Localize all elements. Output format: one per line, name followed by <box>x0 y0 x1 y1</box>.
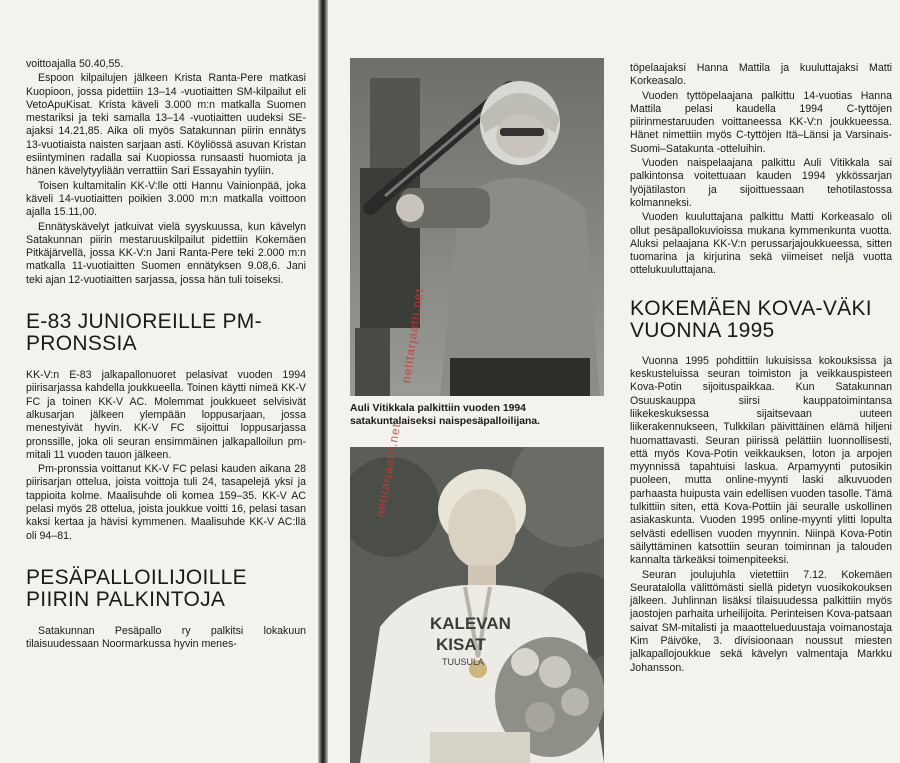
shirt-text-1: KALEVAN <box>430 614 511 633</box>
right-text-column <box>630 62 892 676</box>
shirt-text-3: TUUSULA <box>442 657 485 667</box>
section-heading-e83: E-83 JUNIOREILLE PM-PRONSSIA <box>26 310 262 356</box>
page-gutter <box>318 0 328 763</box>
paragraph: Vuoden naispelaajana palkittu Auli Vitikkala sai palkintonsa voitettuaan kauden 1994 ykkössarjan lyöjätilaston ja sijoittuessaan tehotilastossa kolmanneksi. <box>630 157 892 209</box>
shirt-text-2: KISAT <box>436 635 486 654</box>
paragraph: KK-V:n E-83 jalkapallonuoret pelasivat vuoden 1994 piirisarjassa kahdella joukkueella. Toinen käytti nimeä KK-V FC ja toinen KK-V AC. Molemmat joukkueet selvisivät alkusarjan jälkeen ylempään loppusarjaan, jossa menestyivät hyvin. KK-V FC sijoittui loppusarjassa pronssille, joka oli seuran ensimmäinen jalkapalloilun pm-mitali 11 vuoden tauon jälkeen. <box>26 369 306 461</box>
paragraph: Seuran joulujuhla vietettiin 7.12. Kokemäen Seuratalolla välittömästi siellä pidetyn vuosikokouksen jälkeen. Juhlinnan lisäksi tilaisuudessa palkittiin myös jaostojen parhaita urheilijoita. Perinteisen Kova-patsaan saivat SM-mitalisti ja maaottelueduustaja voimanostaja Kim Päivöke, 3. divisioonaan noussut miesten jalkapallojoukkue sekä kävelyn valmentaja Markku Johansson. <box>630 568 892 674</box>
photo-pesapallo-batter <box>350 58 604 396</box>
right-page <box>328 0 900 763</box>
paragraph: voittoajalla 50.40,55. <box>26 58 124 70</box>
paragraph: Toisen kultamitalin KK-V:lle otti Hannu Vainionpää, joka käveli 14-vuotiaitten poikien 3.000 m:n matkalla voittoon ajalla 15.11,00. <box>26 179 306 219</box>
paragraph: Vuonna 1995 pohdittiin lukuisissa kokouksissa ja keskusteluissa seuran toimiston ja veikkauspisteen Kova-Potin sijoituspaikkaa. Kun Satakunnan Osuuskauppa siirsi kauppatoimintansa liikekeskuksessa sijaitsevaan uuteen liikerakennukseen, Tulkkilan päivittäinen elämä hiljeni huomattavasti. Seuran piirissä pelättiin luonnollisesti, että myös Kova-Potin veikkauksen, loton ja arpojen myynnissä tapahtuisi laskua. Arpamyynti putosikin puoleen, mutta online-myynti laski alkuvuoden parhaasta huipusta vain edellisen vuoden tasolle. Tämä tulkittiin siten, että Kova-Pottiin jäi seuralle uskollinen asiakaskunta. Vuoden 1995 online-myynti ylitti lopulta selvästi edellisen vuoden myynnin. Niinpä Kova-Potin säilyttäminen katsottiin seuran toiminnan ja talouden kannalta tärkeäksi toimenpiteeksi. <box>630 354 892 567</box>
paragraph: Vuoden tyttöpelaajana palkittu 14-vuotias Hanna Mattila pelasi kaudella 1994 C-tyttöjen piirinmestaruuden voittaneessa KK-V:n joukkueessa. Hänet nimettiin myös C-tyttöjen Itä–Länsi ja Varsinais-Suomi–Satakunta -otteluihin. <box>630 89 892 155</box>
watermark-text: netitarjaatti.net <box>373 421 404 519</box>
paragraph: töpelaajaksi Hanna Mattila ja kuuluttajaksi Matti Korkeasalo. <box>630 62 892 88</box>
section-heading-kovavaki: KOKEMÄEN KOVA-VÄKI VUONNA 1995 <box>630 296 872 342</box>
photo-caption: Auli Vitikkala palkittiin vuoden 1994 satakuntalaiseksi naispesäpalloilijana. <box>350 403 541 427</box>
paragraph: Pm-pronssia voittanut KK-V FC pelasi kauden aikana 28 piirisarjan ottelua, joista voittoja tuli 24, tasapelejä yksi ja tappioita kolme. Maalisuhde oli komea 159–35. KK-V AC pelasi myös 28 ottelua, joista joukkue voitti 16, pelasi tasan kaksi kertaa ja hävisi kymmenen. Maalisuhde KK-V AC:llä oli 94–81. <box>26 463 306 542</box>
paragraph: Vuoden kuuluttajana palkittu Matti Korkeasalo oli ollut pesäpallokuvioissa mukana kymmenkunta vuotta. Aluksi pelaajana KK-V:n perussarjajoukkueessa, sitten tuomarina ja kirjurina sekä viimeiset neljä vuotta ottelukuuluttajana. <box>630 211 892 277</box>
left-page <box>0 0 318 763</box>
section-heading-pesapallo: PESÄPALLOILIJOILLE PIIRIN PALKINTOJA <box>26 565 247 611</box>
paragraph: Espoon kilpailujen jälkeen Krista Ranta-Pere matkasi Kuopioon, jossa pidettiin 13–14 -vuotiaitten SM-kilpailut eli VetoApuKisat. Krista käveli 3.000 m:n matkalla Suomen mestariksi ja teki samalla 13–14 -vuotiaitten uudeksi SE-ajaksi 14.21,85. Aika oli myös Satakunnan piirin ennätys 13-vuotiaista naisten sarjaan asti. Köyliössä asuvan Kristan esiintyminen radalla sai Kuopiossa runsaasti huomiota ja hänen kävelytyyliään verrattiin Sari Essayahin tyyliin. <box>26 72 306 178</box>
left-text-column <box>26 58 306 653</box>
watermark-text: netitarjaatti.net <box>399 287 427 384</box>
batter-photo-illustration <box>350 58 604 396</box>
paragraph: Satakunnan Pesäpallo ry palkitsi lokakuun tilaisuudessaan Noormarkussa hyvin menes- <box>26 624 306 651</box>
paragraph: Ennätyskävelyt jatkuivat vielä syyskuussa, kun kävelyn Satakunnan piirin mestaruuskilpailut pidettiin Kokemäen Pitkäjärvellä, jossa KK-V:n Jani Ranta-Pere teki 2.000 m:n matkalla 11-vuotiaitten Suomen ennätyksen 9.08,6. Jani teki ajan 12-vuotiaitten sarjassa, jossa hän tuli toiseksi. <box>26 220 306 286</box>
